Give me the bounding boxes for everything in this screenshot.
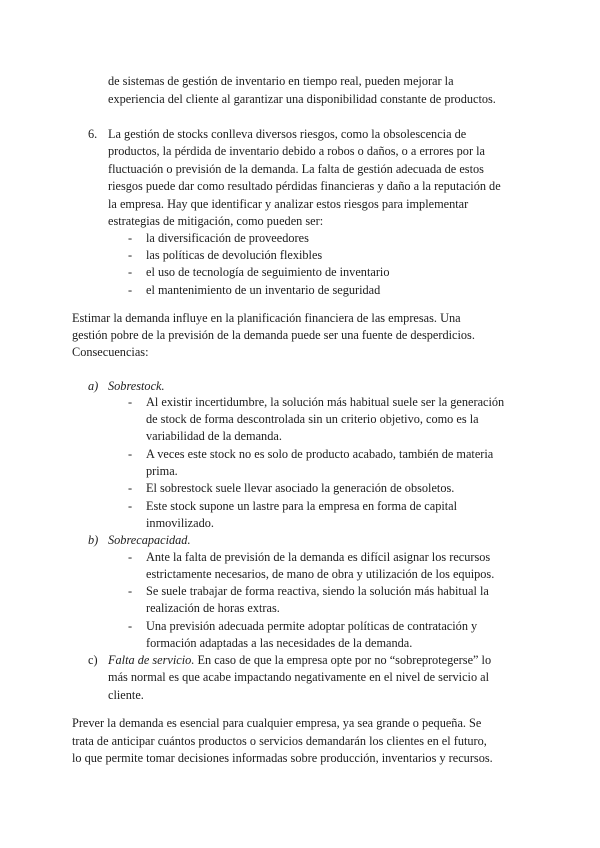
a-bullet-1-line-2: de stock de forma descontrolada sin un criterio objetivo, como es la — [146, 412, 479, 426]
b-bullet-3-line-1: Una previsión adecuada permite adoptar políticas de contratación y — [146, 619, 478, 633]
list-b-title: Sobrecapacidad. — [108, 533, 191, 547]
a-bullet-3-line-1: El sobrestock suele llevar asociado la generación de obsoletos. — [146, 481, 455, 495]
b-bullet-2-line-1: Se suele trabajar de forma reactiva, siendo la solución más habitual la — [146, 584, 489, 598]
b-bullet-1-line-2: estrictamente necesarios, de mano de obra y utilización de los equipos. — [146, 567, 495, 581]
item6-line-1: La gestión de stocks conlleva diversos riesgos, como la obsolescencia de — [108, 127, 467, 141]
item6-bullet-1: la diversificación de proveedores — [146, 231, 309, 245]
b-bullet-2-line-2: realización de horas extras. — [146, 601, 280, 615]
bullet-dash: - — [128, 265, 133, 279]
item6-line-3: fluctuación o previsión de la demanda. La falta de gestión adecuada de estos — [108, 162, 484, 176]
bullet-dash: - — [128, 231, 133, 245]
para2-line-1: Prever la demanda es esencial para cualquier empresa, ya sea grande o pequeña. Se — [72, 716, 482, 730]
intro-line-1: de sistemas de gestión de inventario en tiempo real, pueden mejorar la — [108, 74, 454, 88]
c-text-1: En caso de que la empresa opte por no “sobreprotegerse” lo — [194, 653, 492, 667]
para1-line-2: gestión pobre de la previsión de la demanda puede ser una fuente de desperdicios. — [72, 328, 475, 342]
bullet-dash: - — [128, 584, 133, 598]
bullet-dash: - — [128, 619, 133, 633]
bullet-dash: - — [128, 447, 133, 461]
bullet-dash: - — [128, 283, 133, 297]
para2-line-2: trata de anticipar cuántos productos o servicios demandarán los clientes en el futuro, — [72, 734, 487, 748]
list-number-6: 6. — [88, 127, 98, 141]
b-bullet-3-line-2: formación adaptadas a las necesidades de la demanda. — [146, 636, 413, 650]
bullet-dash: - — [128, 481, 133, 495]
c-line-1 — [108, 652, 491, 668]
item6-line-5: la empresa. Hay que identificar y analizar estos riesgos para implementar — [108, 197, 469, 211]
item6-line-4: riesgos puede dar como resultado pérdidas financieras y daño a la reputación de — [108, 179, 501, 193]
c-line-3: cliente. — [108, 688, 144, 702]
para1-line-1: Estimar la demanda influye en la planificación financiera de las empresas. Una — [72, 311, 461, 325]
a-bullet-2-line-2: prima. — [146, 464, 178, 478]
item6-bullet-2: las políticas de devolución flexibles — [146, 248, 323, 262]
a-bullet-1-line-3: variabilidad de la demanda. — [146, 429, 282, 443]
list-marker-a: a) — [88, 379, 99, 393]
list-a-title: Sobrestock. — [108, 379, 165, 393]
para2-line-3: lo que permite tomar decisiones informadas sobre producción, inventarios y recursos. — [72, 751, 493, 765]
item6-bullet-3: el uso de tecnología de seguimiento de inventario — [146, 265, 390, 279]
a-bullet-4-line-1: Este stock supone un lastre para la empresa en forma de capital — [146, 499, 458, 513]
a-bullet-4-line-2: inmovilizado. — [146, 516, 214, 530]
bullet-dash: - — [128, 499, 133, 513]
item6-line-2: productos, la pérdida de inventario debido a robos o daños, o a errores por la — [108, 144, 485, 158]
item6-bullet-4: el mantenimiento de un inventario de seguridad — [146, 283, 381, 297]
list-marker-b: b) — [88, 533, 99, 547]
item6-line-6: estrategias de mitigación, como pueden ser: — [108, 214, 324, 228]
bullet-dash: - — [128, 550, 133, 564]
bullet-dash: - — [128, 248, 133, 262]
list-marker-c: c) — [88, 653, 98, 667]
intro-line-2: experiencia del cliente al garantizar una disponibilidad constante de productos. — [108, 92, 496, 106]
bullet-dash: - — [128, 395, 133, 409]
a-bullet-1-line-1: Al existir incertidumbre, la solución más habitual suele ser la generación — [146, 395, 505, 409]
a-bullet-2-line-1: A veces este stock no es solo de producto acabado, también de materia — [146, 447, 494, 461]
para1-line-3: Consecuencias: — [72, 345, 149, 359]
list-c-title: Falta de servicio. — [108, 653, 195, 667]
b-bullet-1-line-1: Ante la falta de previsión de la demanda es difícil asignar los recursos — [146, 550, 491, 564]
c-line-2: más normal es que acabe impactando negativamente en el nivel de servicio al — [108, 670, 490, 684]
